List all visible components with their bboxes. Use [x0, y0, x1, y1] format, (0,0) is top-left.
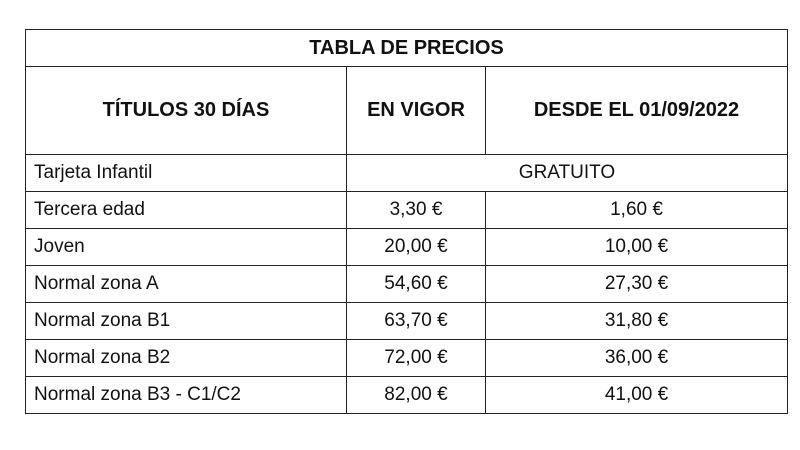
header-row: [26, 67, 788, 155]
row-label: Normal zona A: [26, 266, 347, 303]
table-row: [26, 192, 788, 229]
current-price: 54,60 €: [347, 266, 486, 303]
new-price: 31,80 €: [486, 303, 788, 340]
table-row: [26, 229, 788, 266]
row-label: Joven: [26, 229, 347, 266]
table-row-free: [26, 155, 788, 192]
free-value: GRATUITO: [347, 155, 788, 192]
column-header-current: EN VIGOR: [347, 67, 486, 155]
row-label: Tercera edad: [26, 192, 347, 229]
table-row: [26, 266, 788, 303]
column-header-from-date: DESDE EL 01/09/2022: [486, 67, 788, 155]
current-price: 72,00 €: [347, 340, 486, 377]
new-price: 27,30 €: [486, 266, 788, 303]
table-row: [26, 377, 788, 414]
title-row: [26, 30, 788, 67]
new-price: 1,60 €: [486, 192, 788, 229]
row-label: Normal zona B3 - C1/C2: [26, 377, 347, 414]
table-title: TABLA DE PRECIOS: [26, 30, 788, 67]
price-table: [25, 29, 788, 414]
row-label: Normal zona B2: [26, 340, 347, 377]
row-label: Tarjeta Infantil: [26, 155, 347, 192]
new-price: 10,00 €: [486, 229, 788, 266]
table-row: [26, 340, 788, 377]
current-price: 63,70 €: [347, 303, 486, 340]
current-price: 3,30 €: [347, 192, 486, 229]
table-row: [26, 303, 788, 340]
column-header-titles: TÍTULOS 30 DÍAS: [26, 67, 347, 155]
current-price: 20,00 €: [347, 229, 486, 266]
new-price: 36,00 €: [486, 340, 788, 377]
row-label: Normal zona B1: [26, 303, 347, 340]
new-price: 41,00 €: [486, 377, 788, 414]
current-price: 82,00 €: [347, 377, 486, 414]
